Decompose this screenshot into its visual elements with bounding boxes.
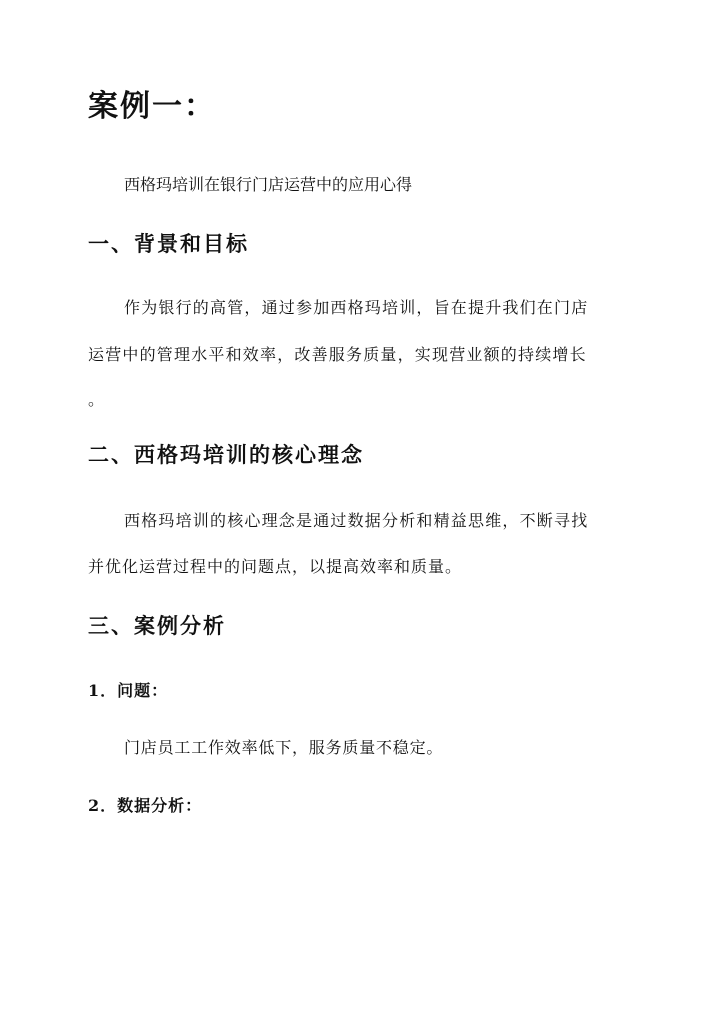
paragraph-line: 并优化运营过程中的问题点，以提高效率和质量。 — [88, 557, 463, 576]
item-label-problem: 1．问题： — [88, 681, 169, 700]
paragraph-line: 运营中的管理水平和效率，改善服务质量，实现营业额的持续增长 — [88, 345, 587, 364]
section-heading-core-concept: 二、西格玛培训的核心理念 — [88, 442, 364, 467]
paragraph-line: 作为银行的高管，通过参加西格玛培训，旨在提升我们在门店 — [124, 298, 589, 317]
section-heading-case-analysis: 三、案例分析 — [88, 613, 226, 638]
item-label-data-analysis: 2．数据分析： — [88, 796, 203, 815]
paragraph-line: 。 — [88, 390, 105, 409]
section-heading-background: 一、背景和目标 — [88, 231, 249, 256]
paragraph-line: 西格玛培训的核心理念是通过数据分析和精益思维，不断寻找 — [124, 511, 589, 530]
document-title: 案例一： — [88, 89, 216, 124]
document-subtitle: 西格玛培训在银行门店运营中的应用心得 — [124, 175, 413, 194]
item-text-problem: 门店员工工作效率低下，服务质量不稳定。 — [124, 738, 444, 757]
